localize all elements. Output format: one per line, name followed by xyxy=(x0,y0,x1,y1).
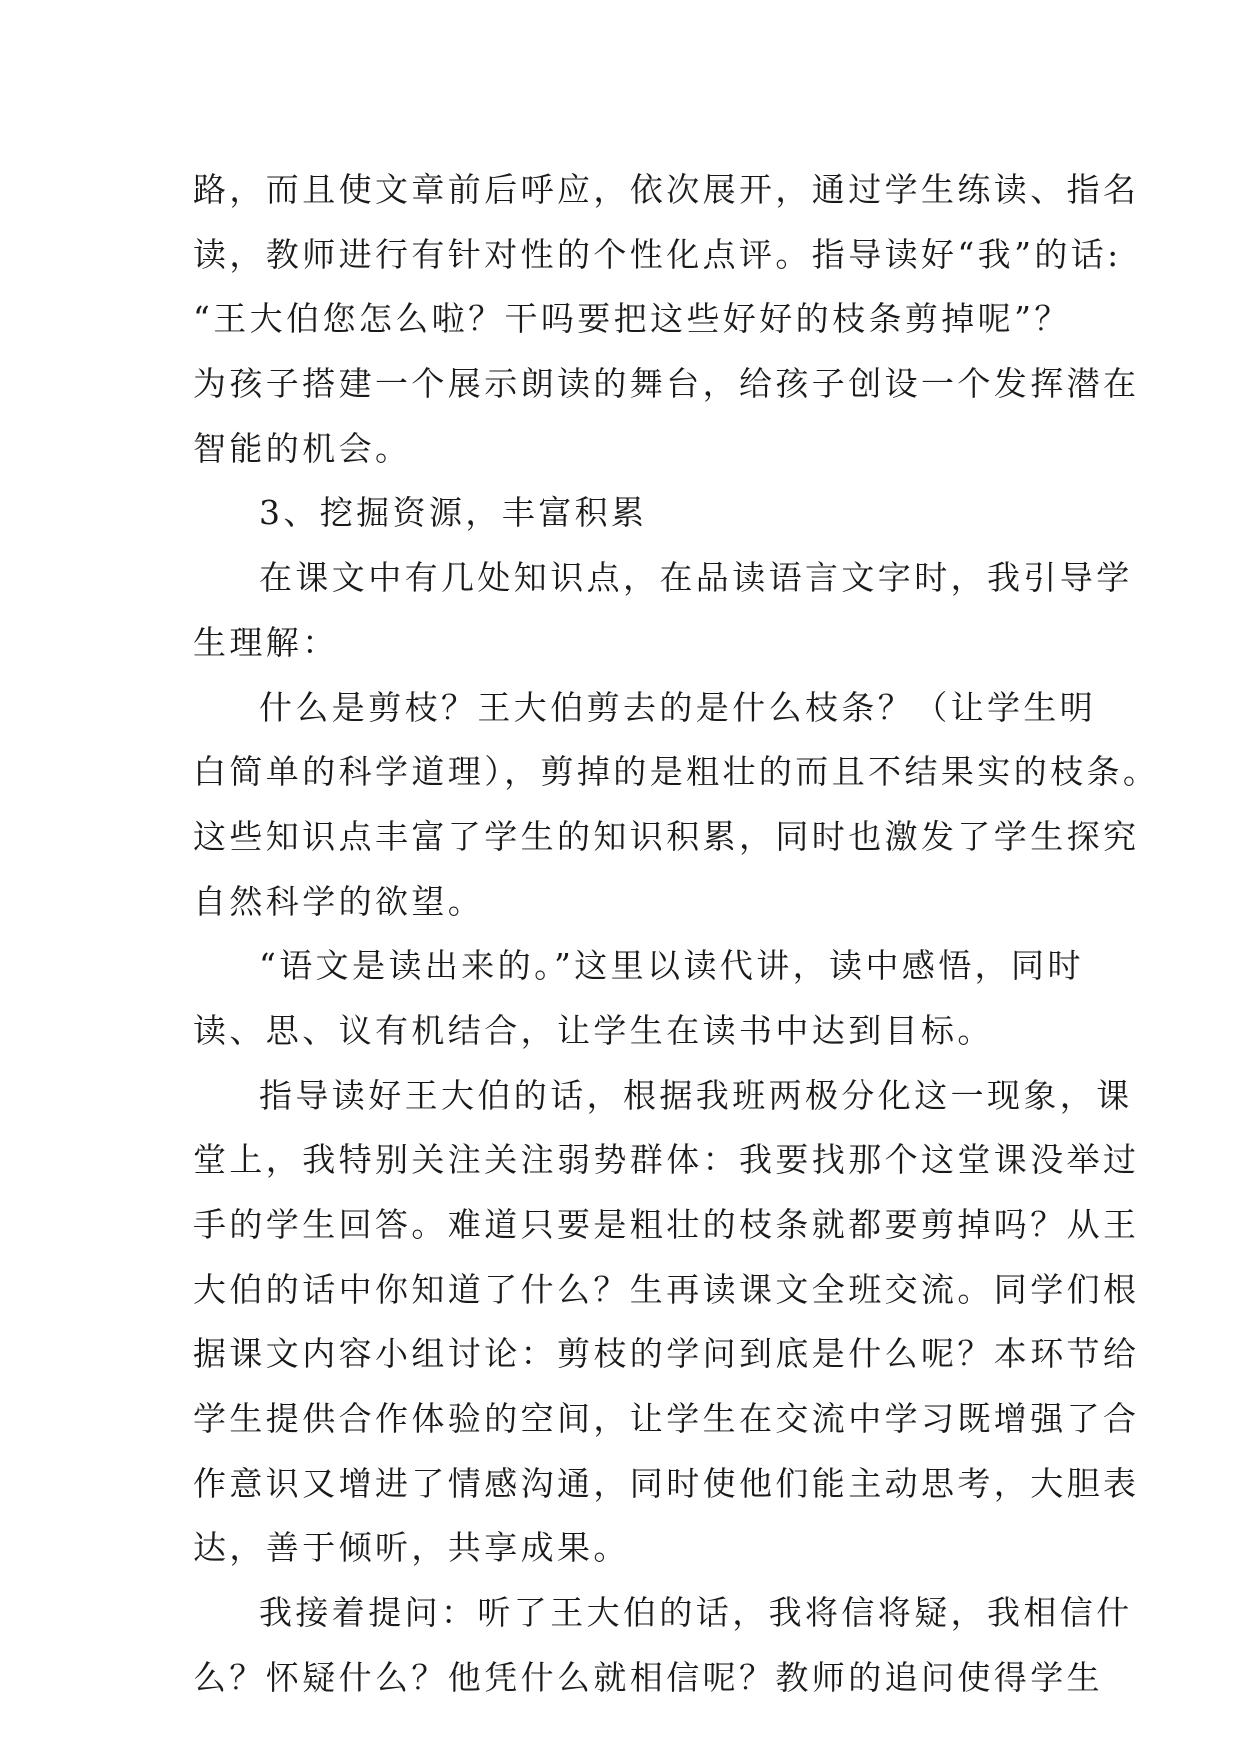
text-line: 大伯的话中你知道了什么？生再读课文全班交流。同学们根 xyxy=(193,1269,1140,1309)
text-line: 指导读好王大伯的话，根据我班两极分化这一现象，课 xyxy=(259,1075,1133,1115)
text-line: 这些知识点丰富了学生的知识积累，同时也激发了学生探究 xyxy=(193,816,1140,856)
text-line: “语文是读出来的。”这里以读代讲，读中感悟，同时 xyxy=(259,946,1084,986)
body-text xyxy=(193,158,1160,1711)
text-line: 手的学生回答。难道只要是粗壮的枝条就都要剪掉吗？从王 xyxy=(193,1205,1140,1244)
text-line: 3、挖掘资源，丰富积累 xyxy=(259,493,648,533)
text-line: 自然科学的欲望。 xyxy=(193,881,485,921)
text-line: 读，教师进行有针对性的个性化点评。指导读好“我”的话: xyxy=(193,234,1122,274)
text-line: 我接着提问：听了王大伯的话，我将信将疑，我相信什 xyxy=(259,1593,1133,1633)
text-line: 作意识又增进了情感沟通，同时使他们能主动思考，大胆表 xyxy=(193,1463,1140,1503)
text-line: 学生提供合作体验的空间，让学生在交流中学习既增强了合 xyxy=(193,1399,1140,1439)
text-line: 读、思、议有机结合，让学生在读书中达到目标。 xyxy=(193,1010,994,1050)
text-line: 生理解： xyxy=(193,622,339,662)
text-line: 智能的机会。 xyxy=(193,428,412,468)
text-line: 据课文内容小组讨论：剪枝的学问到底是什么呢？本环节给 xyxy=(193,1334,1140,1374)
text-line: 么？怀疑什么？他凭什么就相信呢？教师的追问使得学生 xyxy=(193,1657,1103,1697)
text-line: 什么是剪枝？王大伯剪去的是什么枝条？（让学生明 xyxy=(259,687,1097,727)
text-line: 达，善于倾听，共享成果。 xyxy=(193,1528,630,1568)
text-line: “王大伯您怎么啦？干吗要把这些好好的枝条剪掉呢”？ xyxy=(193,299,1071,339)
text-line: 路，而且使文章前后呼应，依次展开，通过学生练读、指名 xyxy=(193,170,1140,209)
text-line: 堂上，我特别关注关注弱势群体：我要找那个这堂课没举过 xyxy=(193,1140,1140,1180)
text-line: 为孩子搭建一个展示朗读的舞台，给孩子创设一个发挥潜在 xyxy=(193,364,1140,404)
text-line: 白简单的科学道理），剪掉的是粗壮的而且不结果实的枝条。 xyxy=(193,752,1160,792)
text-line: 在课文中有几处知识点，在品读语言文字时，我引导学 xyxy=(259,558,1133,598)
